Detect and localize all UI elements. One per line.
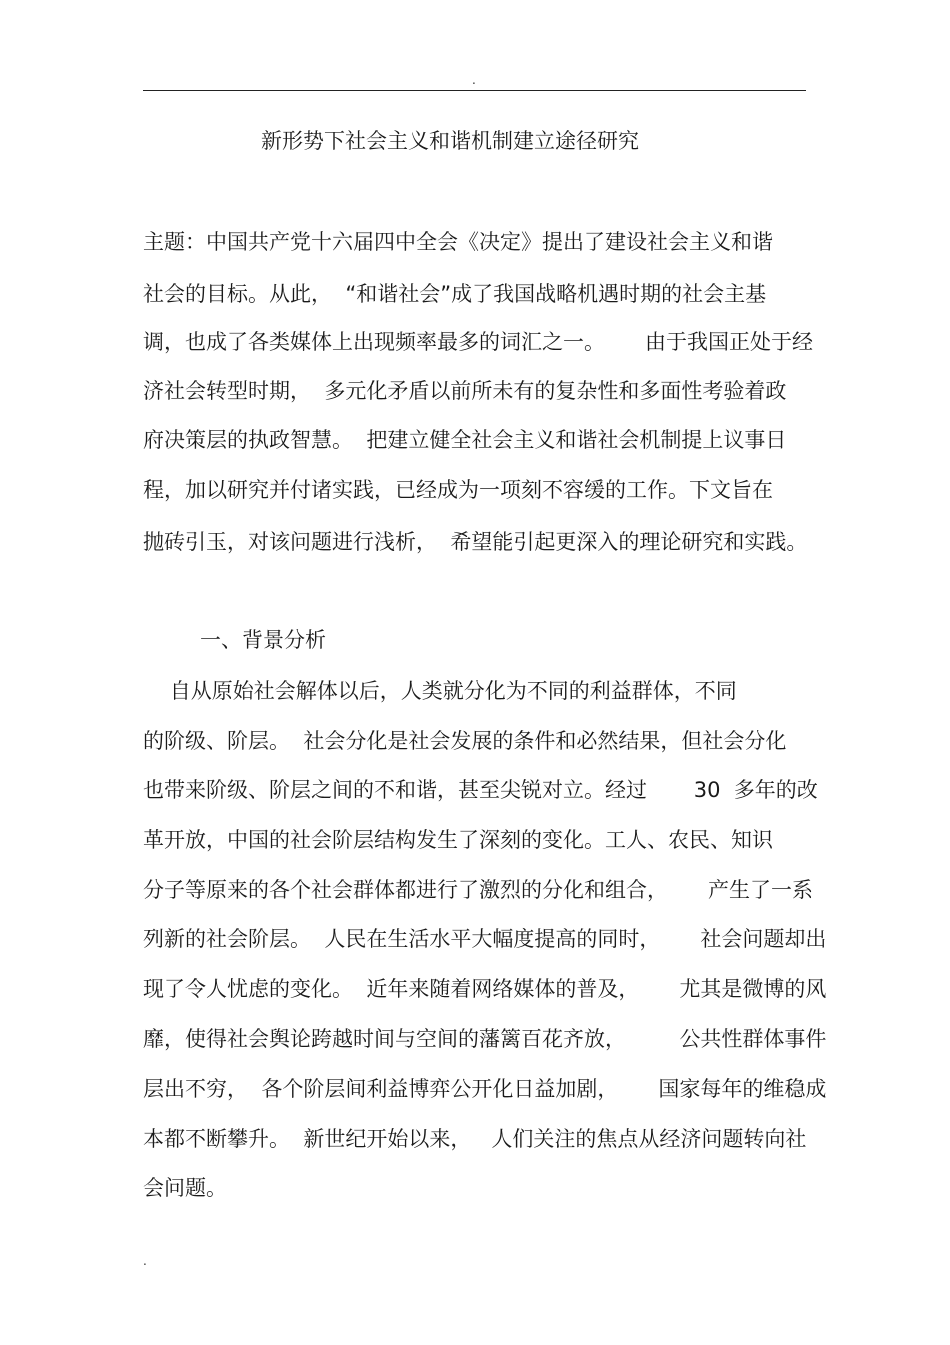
- section-heading: 一、背景分析: [200, 628, 326, 652]
- body-line: 靡，使得社会舆论跨越时间与空间的藩篱百花齐放， 公共性群体事件: [143, 1027, 827, 1051]
- abstract-line: 主题：中国共产党十六届四中全会《决定》提出了建设社会主义和谐: [143, 230, 773, 254]
- abstract-line: 济社会转型时期， 多元化矛盾以前所未有的复杂性和多面性考验着政: [143, 379, 787, 403]
- body-line: 革开放，中国的社会阶层结构发生了深刻的变化。工人、农民、知识: [143, 828, 773, 852]
- abstract-line: 调，也成了各类媒体上出现频率最多的词汇之一。 由于我国正处于经: [143, 330, 814, 354]
- abstract-line: 抛砖引玉，对该问题进行浅析， 希望能引起更深入的理论研究和实践。: [143, 530, 808, 554]
- header-mark: .: [472, 73, 476, 87]
- body-line: 列新的社会阶层。 人民在生活水平大幅度提高的同时， 社会问题却出: [143, 927, 827, 951]
- body-line: 会问题。: [143, 1176, 227, 1200]
- body-line: 层出不穷， 各个阶层间利益博弈公开化日益加剧， 国家每年的维稳成: [143, 1077, 827, 1101]
- abstract-line: 程，加以研究并付诸实践，已经成为一项刻不容缓的工作。下文旨在: [143, 478, 773, 502]
- abstract-line: 府决策层的执政智慧。 把建立健全社会主义和谐社会机制提上议事日: [143, 428, 787, 452]
- header-rule: [143, 90, 806, 91]
- body-line: 的阶级、阶层。 社会分化是社会发展的条件和必然结果，但社会分化: [143, 729, 787, 753]
- body-line: 自从原始社会解体以后，人类就分化为不同的利益群体，不同: [143, 679, 737, 703]
- document-title: 新形势下社会主义和谐机制建立途径研究: [261, 129, 639, 153]
- footer-mark: .: [143, 1254, 147, 1268]
- body-line: 本都不断攀升。 新世纪开始以来， 人们关注的焦点从经济问题转向社: [143, 1127, 807, 1151]
- body-line: 现了令人忧虑的变化。 近年来随着网络媒体的普及， 尤其是微博的风: [143, 977, 827, 1001]
- abstract-line: 社会的目标。从此， “和谐社会”成了我国战略机遇时期的社会主基: [143, 282, 767, 306]
- body-line: 也带来阶级、阶层之间的不和谐，甚至尖锐对立。经过 30 多年的改: [143, 778, 818, 802]
- body-line: 分子等原来的各个社会群体都进行了激烈的分化和组合， 产生了一系: [143, 878, 814, 902]
